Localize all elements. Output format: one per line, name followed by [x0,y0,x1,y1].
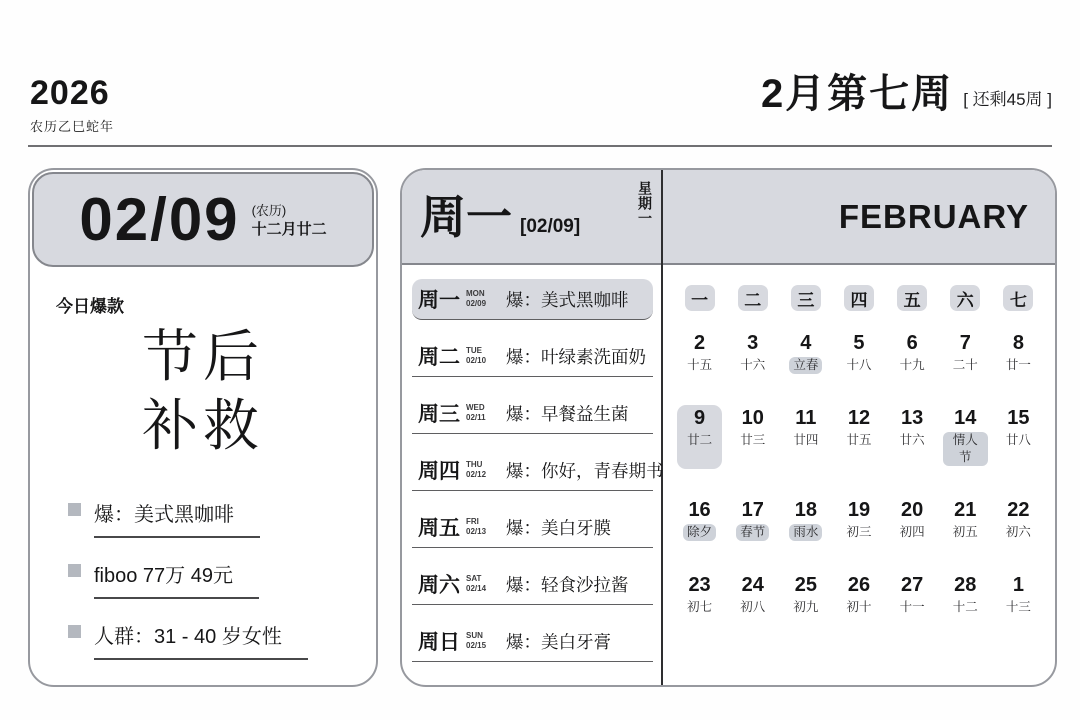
square-bullet-icon [68,564,81,577]
day-number: 10 [741,407,764,429]
weekday-name: 周一 [420,190,512,243]
day-cell-28 [943,572,988,619]
festival-badge: 除夕 [683,524,716,541]
date-big: 02/09 [79,185,240,253]
lunar-day: 十八 [846,358,872,372]
week-row-fri [412,507,653,548]
week-row-thu [412,450,664,491]
week-row-date [466,517,501,538]
header-divider [28,145,1052,147]
week-row-abbr: FRI [466,516,479,526]
week-row-day: 周日 [418,631,460,654]
lunar-day: 二十 [952,358,978,372]
festival-badge: 立春 [789,357,822,374]
day-number: 5 [853,332,865,354]
day-number: 1 [1012,573,1024,596]
detail-item-1 [68,498,308,538]
weekday-badge-3: 三 [791,285,821,311]
day-number: 16 [688,498,711,521]
week-row-day: 周二 [418,346,460,369]
lunar-day: 十六 [740,358,766,372]
lunar-day: 十二 [952,599,978,614]
day-cell-11 [783,405,828,469]
lunar-day: 初十 [846,599,872,614]
weekday-vertical-label: 星期一 [637,181,653,226]
detail-item-text: fiboo 77万 49元 [94,559,259,599]
day-number: 4 [800,332,812,354]
hot-item-title [30,322,376,461]
week-row-day: 周一 [418,289,460,312]
lunar-day: 初七 [687,599,713,614]
day-number: 13 [901,407,924,429]
week-row-hot-item: 爆：美白牙膏 [506,631,611,652]
weekday-badge-5: 五 [897,285,927,311]
day-cell-12 [836,405,881,469]
day-number: 26 [847,573,871,596]
week-row-sat [412,564,653,605]
week-row-numdate: 02/10 [466,356,487,365]
day-cell-7 [943,330,988,377]
lunar-day: 初八 [740,599,766,614]
day-cell-14 [943,405,988,469]
square-bullet-icon [68,625,81,638]
day-cell-5 [836,330,881,377]
day-cell-4 [783,330,828,377]
weekday-badge-2: 二 [738,285,768,311]
lunar-day: 初九 [793,599,819,614]
week-row-abbr: WED [466,402,485,412]
day-cell-16 [677,497,722,544]
day-number: 8 [1012,332,1024,354]
lunar-date: 十二月廿二 [251,221,327,239]
day-cell-9 [677,405,722,469]
week-row-numdate: 02/14 [466,584,487,593]
day-number: 3 [747,332,759,354]
weekday-header-row [663,285,1055,311]
lunar-day: 初四 [899,524,925,539]
weekday-badge-1: 一 [685,285,715,311]
week-row-hot-item: 爆：轻食沙拉酱 [506,574,629,595]
day-cell-22 [996,497,1041,544]
month-calendar-column [663,170,1055,685]
week-row-date [466,460,501,481]
weekday-badge-6: 六 [950,285,980,311]
day-card-header [32,172,374,267]
week-row-hot-item: 爆：早餐益生菌 [506,403,629,424]
week-row-date [466,631,501,652]
day-number: 19 [847,498,871,521]
lunar-day: 廿六 [899,433,925,447]
day-cell-20 [890,497,935,544]
week-row-day: 周五 [418,517,460,540]
day-cell-24 [730,572,775,619]
week-row-hot-item: 爆：叶绿素洗面奶 [506,346,646,367]
day-number: 23 [688,573,711,596]
day-number: 14 [954,407,977,429]
week-row-date [466,346,501,367]
day-cell-26 [836,572,881,619]
week-row-abbr: THU [466,459,483,469]
day-number: 20 [901,498,924,521]
week-row-sun [412,621,653,662]
day-cell-15 [996,405,1041,469]
week-row-hot-item: 爆：美式黑咖啡 [506,289,629,310]
detail-item-2 [68,559,308,599]
hot-title-line1: 节后 [142,325,264,388]
year-block [30,76,114,135]
day-cell-21 [943,497,988,544]
day-number: 7 [959,332,971,354]
lunar-day: 廿一 [1005,358,1031,372]
week-rows [402,265,664,678]
day-number: 2 [694,332,706,354]
week-row-day: 周四 [418,460,460,483]
day-number: 24 [741,573,764,596]
day-number: 27 [901,573,924,596]
day-number: 11 [795,407,817,429]
festival-badge: 春节 [736,524,769,541]
week-row-date [466,403,501,424]
weekday-badge-4: 四 [844,285,874,311]
day-number: 9 [694,407,706,429]
lunar-block [252,203,327,239]
lunar-label: (农历) [251,203,287,219]
week-row-date [466,574,501,595]
day-cell-23 [677,572,722,619]
day-cell-27 [890,572,935,619]
week-row-hot-item: 爆：你好，青春期书 [506,460,664,481]
week-row-mon [412,279,653,320]
lunar-year: 农历乙巳蛇年 [30,119,115,134]
week-row-day: 周三 [418,403,460,426]
day-cell-19 [836,497,881,544]
week-row-wed [412,393,653,434]
day-number: 18 [794,498,817,521]
day-number: 28 [954,573,977,596]
festival-badge: 情人节 [943,432,988,466]
lunar-day: 初五 [952,524,978,539]
lunar-day: 十五 [687,358,713,372]
day-cell-8 [996,330,1041,377]
day-number: 25 [794,573,817,596]
day-cell-25 [783,572,828,619]
week-row-numdate: 02/09 [466,299,487,308]
hot-item-details [68,498,308,681]
day-cell-18 [783,497,828,544]
lunar-day: 廿三 [740,433,766,447]
day-number: 15 [1007,407,1030,429]
day-number: 21 [954,498,977,521]
day-number: 22 [1007,498,1030,521]
day-number: 6 [906,332,918,354]
day-cell-2 [677,330,722,377]
week-row-numdate: 02/15 [466,641,487,650]
day-cell-17 [730,497,775,544]
week-row-numdate: 02/11 [466,413,486,422]
day-number: 17 [741,498,764,521]
day-cell-3 [730,330,775,377]
week-row-abbr: MON [466,288,485,298]
day-cell-6 [890,330,935,377]
day-number: 12 [847,407,871,429]
week-list-column [402,170,663,685]
weeks-remaining: [ 还剩45周 ] [963,90,1052,109]
week-row-hot-item: 爆：美白牙膜 [506,517,611,538]
lunar-day: 十三 [1005,599,1031,614]
day-cell-13 [890,405,935,469]
week-row-abbr: SAT [466,573,482,583]
festival-badge: 雨水 [789,524,822,541]
lunar-day: 廿二 [687,433,713,447]
week-row-numdate: 02/13 [466,527,487,536]
lunar-day: 廿四 [793,433,819,447]
detail-item-text: 爆：美式黑咖啡 [94,498,260,538]
weekday-date: [02/09] [520,215,581,237]
month-grid [663,330,1055,619]
week-row-date [466,289,501,310]
day-cell-10 [730,405,775,469]
week-row-tue [412,336,653,377]
week-row-numdate: 02/12 [466,470,487,479]
day-cell-1 [996,572,1041,619]
square-bullet-icon [68,503,81,516]
month-title: FEBRUARY [663,170,1055,265]
day-card [28,168,378,687]
week-row-abbr: TUE [466,345,482,355]
weekday-badge-7: 七 [1003,285,1033,311]
lunar-day: 廿八 [1005,433,1031,447]
year: 2026 [30,74,110,112]
hot-title-line2: 补救 [142,394,264,458]
lunar-day: 初六 [1005,524,1031,539]
lunar-day: 十九 [899,358,925,372]
week-of-month-block [761,74,1052,114]
hot-item-label: 今日爆款 [56,297,124,316]
week-and-month-card [400,168,1057,687]
lunar-day: 初三 [846,524,872,539]
lunar-day: 廿五 [846,433,872,447]
detail-item-text: 人群：31 - 40 岁女性 [94,620,308,660]
week-list-header [402,170,661,265]
lunar-day: 十一 [899,599,925,614]
week-row-day: 周六 [418,574,460,597]
week-row-abbr: SUN [466,630,483,640]
detail-item-3 [68,620,308,660]
week-of-month-title: 2月第七周 [760,72,954,116]
